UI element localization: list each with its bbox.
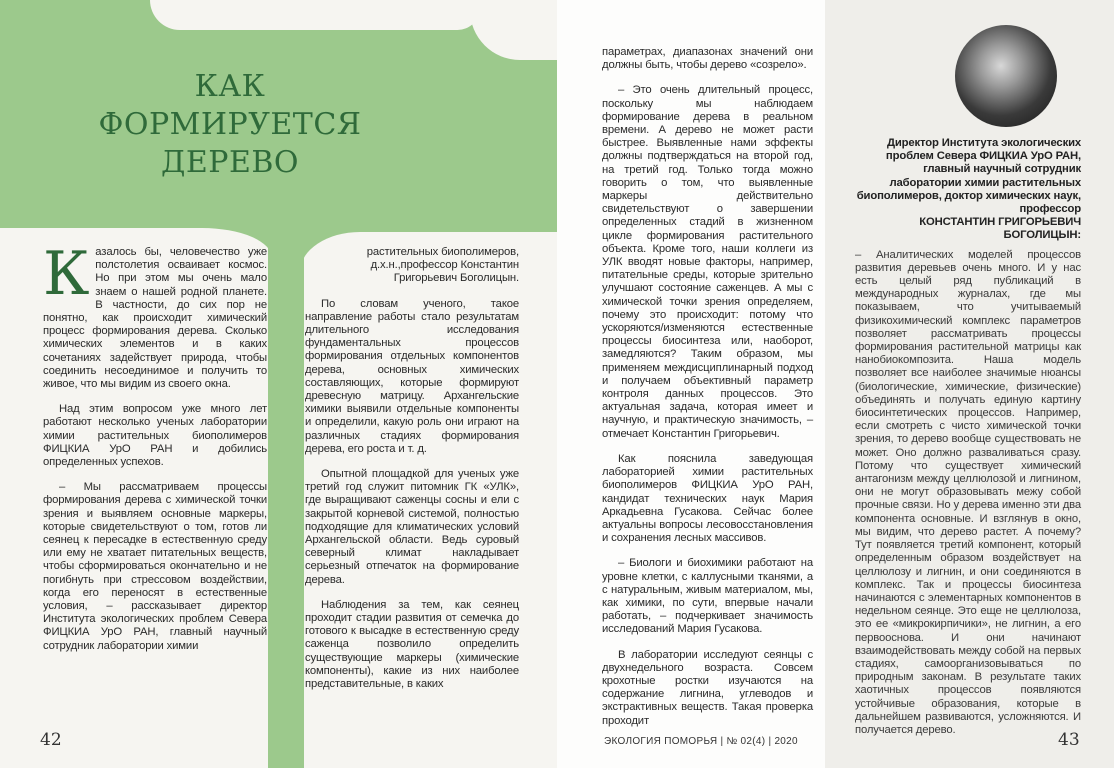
drop-cap: К bbox=[43, 239, 90, 309]
paragraph: – Аналитических моделей процессов развития деревьев очень много. И у нас есть целый ряд публикаций в международных журналах, где мы показываем, что учитываемый физикохимический комплекс параметров позволяет рассматривать процессы формирования растительной матрицы как нанобиокомпозита. Наша модель позволяет все наиболее значимые нюансы (биологические, химические, физические) объединять и получать единую картину биосинтетических процессов. Например, если смотреть с чисто химической точки зрения, то дерево вообще существовать не может. Оно должно разваливаться сразу. Потому что существует химический антагонизм между целлюлозой и лигнином, они не могут образовывать межу собой прочные связи. Но у дерева именно эти два компонента основные. И взглянув в окно, мы видим, что дерево растет. А почему? Тут появляется третий компонент, который определенным образом воздействует на целлюлозу и лигнин, и они соединяются в комплекс. Так и процессы биосинтеза начинаются с элементарных компонентов в недельном сеянце. Это еще не целлюлоза, это ее «микрокирпичики», не лигнин, а его первооснова. И они начинают взаимодействовать между собой на первых стадиях, самоорганизовываться по природным законам. В результате таких хаотичных процессов появляются устойчивые образования, которые в дальнейшем развиваются, усложняются. И получается дерево. bbox=[855, 248, 1081, 736]
paragraph: – Это очень длительный процесс, поскольку мы наблюдаем формирование дерева в реальном времени. А дерево не может расти быстрее. Выявленные нами эффекты должны подтверждаться на второй год, на третий год. Только тогда можно говорить о том, что выявленные маркеры действительно свидетельствуют о завершении определенных стадий в жизненном цикле формирования растительного объекта. Кроме того, наши коллеги из УЛК вводят новые факторы, например, питательные среды, которые зрительно улучшают состояние саженцев. А мы с химической точки зрения определяем, почему это происходит: потому что ускоряются/изменяются естественные процессы биосинтеза или, наоборот, замедляются? Таким образом, мы применяем междисциплинарный подход и получаем объективный параметр контроля данных процессов. Это актуальная задача, которая имеет и научную, и практическую значимость, – отмечает Константин Григорьевич. bbox=[602, 84, 813, 440]
portrait-caption bbox=[855, 137, 1081, 243]
column-2 bbox=[305, 246, 519, 703]
column-1 bbox=[43, 239, 267, 665]
paragraph: Наблюдения за тем, как сеянец проходит стадии развития от семечка до готового к высадке в естественную среду саженца позволило определить существующие маркеры (химические компоненты), какие из них наиболее представительные, в каких bbox=[305, 598, 519, 691]
tree-trunk bbox=[268, 225, 304, 768]
column-3 bbox=[602, 46, 813, 740]
portrait-photo bbox=[955, 25, 1057, 127]
title-line-1: КАК ФОРМИРУЕТСЯ bbox=[98, 69, 362, 142]
page-number-left: 42 bbox=[40, 730, 62, 750]
paragraph: Как пояснила заведующая лабораторией химии растительных биополимеров ФИЦКИА УрО РАН, кандидат технических наук Мария Аркадьевна Гусакова. Сейчас более актуальны вопросы лесовосстановления и сохранения лесных массивов. bbox=[602, 452, 813, 545]
paragraph: – Мы рассматриваем процессы формирования дерева с химической точки зрения и выявляем основные маркеры, которые свидетельствуют о том, готов ли сеянец к пересадке в естественную среду или ему не хватает питательных веществ, чтобы сформироваться окончательно и не погибнуть при стрессовом воздействии, когда его переносят в естественные условия, – рассказывает директор Института экологических проблем Севера ФИЦКИА УрО РАН, главный научный сотрудник лаборатории химии bbox=[43, 481, 267, 652]
paragraph: По словам ученого, такое направление работы стало результатам длительного исследования фундаментальных процессов формирования отдельных компонентов дерева, основных химических составляющих, которые формируют древесную матрицу. Архангельские химики выявили отдельные компоненты и определили, какую роль они играют на различных стадиях формирования дерева, его роста и т. д. bbox=[305, 297, 519, 455]
sky-gap bbox=[470, 0, 557, 60]
paragraph: растительных биополимеров, д.х.н.,профессор Константин Григорьевич Боголицын. bbox=[366, 246, 519, 285]
caption-role: Директор Института экологических проблем Севера ФИЦКИА УрО РАН, главный научный сотрудник лаборатории химии растительных биополимеров, доктор химических наук, профессор bbox=[856, 137, 1081, 216]
sky-gap bbox=[150, 0, 480, 30]
paragraph: Над этим вопросом уже много лет работают несколько ученых лаборатории химии растительных биополимеров ФИЦКИА УрО РАН и добились определенных успехов. bbox=[43, 403, 267, 469]
article-title bbox=[60, 68, 400, 182]
journal-footer: ЭКОЛОГИЯ ПОМОРЬЯ | № 02(4) | 2020 bbox=[604, 736, 798, 747]
page-number-right: 43 bbox=[1058, 730, 1080, 750]
title-line-2: ДЕРЕВО bbox=[160, 145, 299, 180]
paragraph: – Биологи и биохимики работают на уровне клетки, с каллусными тканями, а с натуральным, живым материалом, мы, как химики, по сути, впервые начали работать, – подчеркивает значимость исследований Мария Гусакова. bbox=[602, 557, 813, 636]
paragraph: параметрах, диапазонах значений они должны быть, чтобы дерево «созрело». bbox=[602, 46, 813, 72]
paragraph: В лаборатории исследуют сеянцы с двухнедельного возраста. Совсем крохотные ростки изучаются на содержание лигнина, углеводов и экстрактивных веществ. Такая проверка проходит bbox=[602, 648, 813, 727]
column-4 bbox=[855, 249, 1081, 738]
caption-name: КОНСТАНТИН ГРИГОРЬЕВИЧ БОГОЛИЦЫН: bbox=[919, 216, 1081, 242]
right-column-block bbox=[855, 137, 1081, 749]
paragraph: азалось бы, человечество уже полстолетия осваивает космос. Но при этом мы очень мало знаем о нашей родной планете. В частности, до сих пор не понятно, как происходит химический процесс формирования дерева. Сколько химических элементов и в каких сочетаниях задействует природа, чтобы соединить несоединимое и получить то живое, что мы видим из своего окна. bbox=[43, 246, 267, 391]
paragraph: Опытной площадкой для ученых уже третий год служит питомник ГК «УЛК», где выращивают саженцы сосны и ели с закрытой корневой системой, полностью подходящие для климатических условий Архангельской области. Ведь суровый северный климат накладывает серьезный отпечаток на формирование дерева. bbox=[305, 468, 519, 586]
